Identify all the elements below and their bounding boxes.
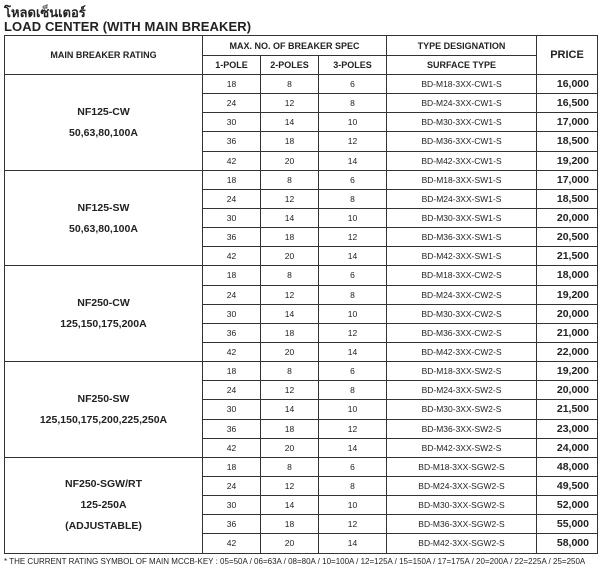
type-cell: BD-M42-3XX-CW2-S	[387, 342, 537, 361]
pole3-cell: 10	[319, 400, 387, 419]
pole1-cell: 18	[203, 75, 261, 94]
type-cell: BD-M30-3XX-SW2-S	[387, 400, 537, 419]
price-table	[4, 35, 598, 554]
price-cell: 20,500	[537, 228, 598, 247]
table-row	[5, 75, 598, 94]
type-cell: BD-M24-3XX-SGW2-S	[387, 476, 537, 495]
header-price: PRICE	[537, 36, 598, 75]
pole1-cell: 18	[203, 170, 261, 189]
pole3-cell: 8	[319, 285, 387, 304]
pole3-cell: 12	[319, 515, 387, 534]
pole1-cell: 18	[203, 457, 261, 476]
type-cell: BD-M36-3XX-CW2-S	[387, 323, 537, 342]
pole3-cell: 12	[319, 132, 387, 151]
pole2-cell: 14	[261, 304, 319, 323]
pole1-cell: 24	[203, 285, 261, 304]
pole1-cell: 18	[203, 362, 261, 381]
price-cell: 49,500	[537, 476, 598, 495]
pole3-cell: 14	[319, 534, 387, 553]
pole1-cell: 24	[203, 381, 261, 400]
type-cell: BD-M30-3XX-CW2-S	[387, 304, 537, 323]
header-1-pole: 1-POLE	[203, 56, 261, 75]
price-cell: 48,000	[537, 457, 598, 476]
pole3-cell: 10	[319, 304, 387, 323]
pole1-cell: 42	[203, 438, 261, 457]
type-cell: BD-M42-3XX-CW1-S	[387, 151, 537, 170]
type-cell: BD-M30-3XX-SW1-S	[387, 208, 537, 227]
price-cell: 23,000	[537, 419, 598, 438]
price-cell: 21,000	[537, 323, 598, 342]
pole3-cell: 6	[319, 457, 387, 476]
table-body	[5, 75, 598, 554]
pole3-cell: 14	[319, 151, 387, 170]
pole3-cell: 6	[319, 362, 387, 381]
pole2-cell: 8	[261, 362, 319, 381]
main-breaker-cell	[5, 170, 203, 266]
pole3-cell: 12	[319, 419, 387, 438]
pole1-cell: 24	[203, 94, 261, 113]
pole2-cell: 20	[261, 151, 319, 170]
type-cell: BD-M30-3XX-SGW2-S	[387, 496, 537, 515]
pole2-cell: 12	[261, 476, 319, 495]
pole3-cell: 10	[319, 208, 387, 227]
pole1-cell: 24	[203, 189, 261, 208]
main-breaker-name: NF125-SW	[77, 201, 130, 214]
pole2-cell: 20	[261, 534, 319, 553]
type-cell: BD-M42-3XX-SGW2-S	[387, 534, 537, 553]
main-breaker-rating: 50,63,80,100A	[69, 126, 138, 139]
price-cell: 18,000	[537, 266, 598, 285]
type-cell: BD-M36-3XX-SGW2-S	[387, 515, 537, 534]
pole1-cell: 30	[203, 304, 261, 323]
pole2-cell: 8	[261, 266, 319, 285]
pole3-cell: 8	[319, 94, 387, 113]
pole3-cell: 8	[319, 381, 387, 400]
type-cell: BD-M24-3XX-SW1-S	[387, 189, 537, 208]
pole1-cell: 24	[203, 476, 261, 495]
header-type-designation: TYPE DESIGNATION	[387, 36, 537, 56]
main-breaker-rating: 50,63,80,100A	[69, 222, 138, 235]
pole3-cell: 8	[319, 476, 387, 495]
pole3-cell: 6	[319, 266, 387, 285]
price-cell: 52,000	[537, 496, 598, 515]
price-cell: 21,500	[537, 247, 598, 266]
main-breaker-cell	[5, 266, 203, 362]
pole2-cell: 20	[261, 342, 319, 361]
pole2-cell: 20	[261, 438, 319, 457]
pole1-cell: 36	[203, 419, 261, 438]
pole3-cell: 6	[319, 170, 387, 189]
pole2-cell: 18	[261, 515, 319, 534]
pole1-cell: 42	[203, 151, 261, 170]
type-cell: BD-M18-3XX-SW1-S	[387, 170, 537, 189]
pole2-cell: 12	[261, 94, 319, 113]
header-surface-type: SURFACE TYPE	[387, 56, 537, 75]
main-breaker-name: NF250-SW	[77, 392, 130, 405]
header-max-no: MAX. NO. OF BREAKER SPEC	[203, 36, 387, 56]
pole1-cell: 30	[203, 400, 261, 419]
main-breaker-rating: 125,150,175,200,225,250A	[39, 413, 168, 426]
main-breaker-name: NF250-SGW/RT	[64, 478, 142, 491]
pole2-cell: 20	[261, 247, 319, 266]
price-cell: 19,200	[537, 362, 598, 381]
type-cell: BD-M24-3XX-CW1-S	[387, 94, 537, 113]
type-cell: BD-M30-3XX-CW1-S	[387, 113, 537, 132]
pole1-cell: 18	[203, 266, 261, 285]
pole2-cell: 12	[261, 381, 319, 400]
type-cell: BD-M36-3XX-SW1-S	[387, 228, 537, 247]
price-cell: 20,000	[537, 304, 598, 323]
price-cell: 19,200	[537, 151, 598, 170]
price-cell: 19,200	[537, 285, 598, 304]
pole2-cell: 14	[261, 208, 319, 227]
price-cell: 18,500	[537, 132, 598, 151]
price-cell: 16,000	[537, 75, 598, 94]
price-cell: 58,000	[537, 534, 598, 553]
pole3-cell: 10	[319, 496, 387, 515]
footnote: * THE CURRENT RATING SYMBOL OF MAIN MCCB-KEY : 05=50A / 06=63A / 08=80A / 10=100A / 12=125A / 15=150A / 17=175A / 20=200A / 22=225A / 25=250A	[4, 557, 586, 566]
main-breaker-name: NF125-CW	[77, 105, 130, 118]
pole1-cell: 42	[203, 342, 261, 361]
table-row	[5, 362, 598, 381]
main-breaker-extra: (ADJUSTABLE)	[65, 520, 142, 533]
type-cell: BD-M42-3XX-SW2-S	[387, 438, 537, 457]
header-main-breaker: MAIN BREAKER RATING	[5, 36, 203, 75]
page-title-thai: โหลดเซ็นเตอร์	[4, 5, 86, 20]
main-breaker-cell	[5, 457, 203, 553]
price-cell: 24,000	[537, 438, 598, 457]
type-cell: BD-M36-3XX-CW1-S	[387, 132, 537, 151]
pole3-cell: 14	[319, 438, 387, 457]
type-cell: BD-M36-3XX-SW2-S	[387, 419, 537, 438]
pole1-cell: 42	[203, 247, 261, 266]
pole2-cell: 8	[261, 457, 319, 476]
pole1-cell: 30	[203, 113, 261, 132]
table-row	[5, 457, 598, 476]
type-cell: BD-M24-3XX-CW2-S	[387, 285, 537, 304]
pole2-cell: 14	[261, 496, 319, 515]
pole2-cell: 18	[261, 323, 319, 342]
price-cell: 22,000	[537, 342, 598, 361]
pole3-cell: 12	[319, 323, 387, 342]
pole3-cell: 10	[319, 113, 387, 132]
pole3-cell: 6	[319, 75, 387, 94]
pole1-cell: 36	[203, 228, 261, 247]
pole3-cell: 14	[319, 342, 387, 361]
pole2-cell: 18	[261, 419, 319, 438]
header-3-poles: 3-POLES	[319, 56, 387, 75]
price-cell: 17,000	[537, 170, 598, 189]
main-breaker-rating: 125,150,175,200A	[60, 318, 147, 331]
table-row	[5, 170, 598, 189]
main-breaker-cell	[5, 362, 203, 458]
table-row	[5, 266, 598, 285]
pole1-cell: 36	[203, 323, 261, 342]
main-breaker-rating: 125-250A	[80, 499, 127, 512]
pole1-cell: 36	[203, 132, 261, 151]
type-cell: BD-M18-3XX-CW1-S	[387, 75, 537, 94]
pole2-cell: 14	[261, 113, 319, 132]
main-breaker-name: NF250-CW	[77, 297, 130, 310]
type-cell: BD-M18-3XX-SGW2-S	[387, 457, 537, 476]
price-cell: 18,500	[537, 189, 598, 208]
pole2-cell: 18	[261, 132, 319, 151]
pole2-cell: 14	[261, 400, 319, 419]
price-cell: 20,000	[537, 208, 598, 227]
pole3-cell: 14	[319, 247, 387, 266]
pole1-cell: 30	[203, 496, 261, 515]
page-title: LOAD CENTER (WITH MAIN BREAKER)	[4, 19, 252, 34]
price-cell: 55,000	[537, 515, 598, 534]
pole2-cell: 12	[261, 285, 319, 304]
pole2-cell: 12	[261, 189, 319, 208]
type-cell: BD-M18-3XX-CW2-S	[387, 266, 537, 285]
type-cell: BD-M18-3XX-SW2-S	[387, 362, 537, 381]
pole1-cell: 42	[203, 534, 261, 553]
pole2-cell: 8	[261, 75, 319, 94]
price-cell: 21,500	[537, 400, 598, 419]
type-cell: BD-M42-3XX-SW1-S	[387, 247, 537, 266]
pole3-cell: 12	[319, 228, 387, 247]
header-2-poles: 2-POLES	[261, 56, 319, 75]
pole1-cell: 36	[203, 515, 261, 534]
pole3-cell: 8	[319, 189, 387, 208]
price-cell: 16,500	[537, 94, 598, 113]
main-breaker-cell	[5, 75, 203, 171]
price-cell: 17,000	[537, 113, 598, 132]
pole1-cell: 30	[203, 208, 261, 227]
pole2-cell: 8	[261, 170, 319, 189]
type-cell: BD-M24-3XX-SW2-S	[387, 381, 537, 400]
pole2-cell: 18	[261, 228, 319, 247]
price-cell: 20,000	[537, 381, 598, 400]
